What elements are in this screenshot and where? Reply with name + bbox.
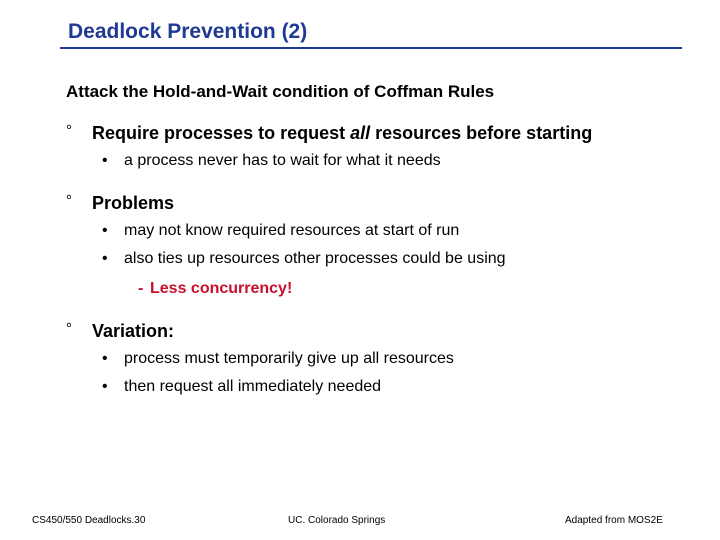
point-require-all bbox=[66, 122, 700, 144]
degree-bullet-icon: ° bbox=[66, 320, 72, 337]
point-group-3 bbox=[66, 320, 700, 398]
title-divider bbox=[60, 47, 682, 49]
sub-point-text: also ties up resources other processes could be using bbox=[124, 250, 506, 267]
footer-institution: UC. Colorado Springs bbox=[288, 515, 386, 526]
dash-bullet-icon: - bbox=[138, 280, 144, 297]
point-text-emphasis: all bbox=[350, 123, 371, 143]
point-text: Problems bbox=[92, 193, 175, 213]
bullet-dot-icon: • bbox=[102, 152, 108, 169]
footer-attribution: Adapted from MOS2E bbox=[565, 515, 663, 526]
footer-course: CS450/550 Deadlocks.30 bbox=[32, 515, 146, 526]
bullet-dot-icon: • bbox=[102, 250, 108, 267]
sub-point-text: process must temporarily give up all resources bbox=[124, 350, 454, 367]
bullet-dot-icon: • bbox=[102, 378, 108, 395]
sub-sub-point-text: Less concurrency! bbox=[150, 280, 293, 297]
slide-title: Deadlock Prevention (2) bbox=[68, 20, 308, 43]
sub-point bbox=[66, 348, 700, 370]
point-problems bbox=[66, 192, 700, 214]
sub-point-text: a process never has to wait for what it needs bbox=[124, 152, 441, 169]
degree-bullet-icon: ° bbox=[66, 122, 72, 139]
point-variation bbox=[66, 320, 700, 342]
intro-text: Attack the Hold-and-Wait condition of Coffman Rules bbox=[66, 82, 495, 101]
point-text: Variation: bbox=[92, 321, 175, 341]
slide-content bbox=[66, 82, 700, 424]
bullet-dot-icon: • bbox=[102, 222, 108, 239]
degree-bullet-icon: ° bbox=[66, 192, 72, 209]
point-text-before: Require processes to request bbox=[92, 123, 351, 143]
sub-point bbox=[66, 150, 700, 172]
point-group-2 bbox=[66, 192, 700, 300]
point-text-after: resources before starting bbox=[370, 123, 593, 143]
sub-sub-point bbox=[66, 278, 700, 300]
bullet-dot-icon: • bbox=[102, 350, 108, 367]
sub-point-text: may not know required resources at start of run bbox=[124, 222, 460, 239]
point-group-1 bbox=[66, 122, 700, 172]
sub-point bbox=[66, 376, 700, 398]
sub-point bbox=[66, 220, 700, 242]
sub-point-text: then request all immediately needed bbox=[124, 378, 382, 395]
sub-point bbox=[66, 248, 700, 270]
